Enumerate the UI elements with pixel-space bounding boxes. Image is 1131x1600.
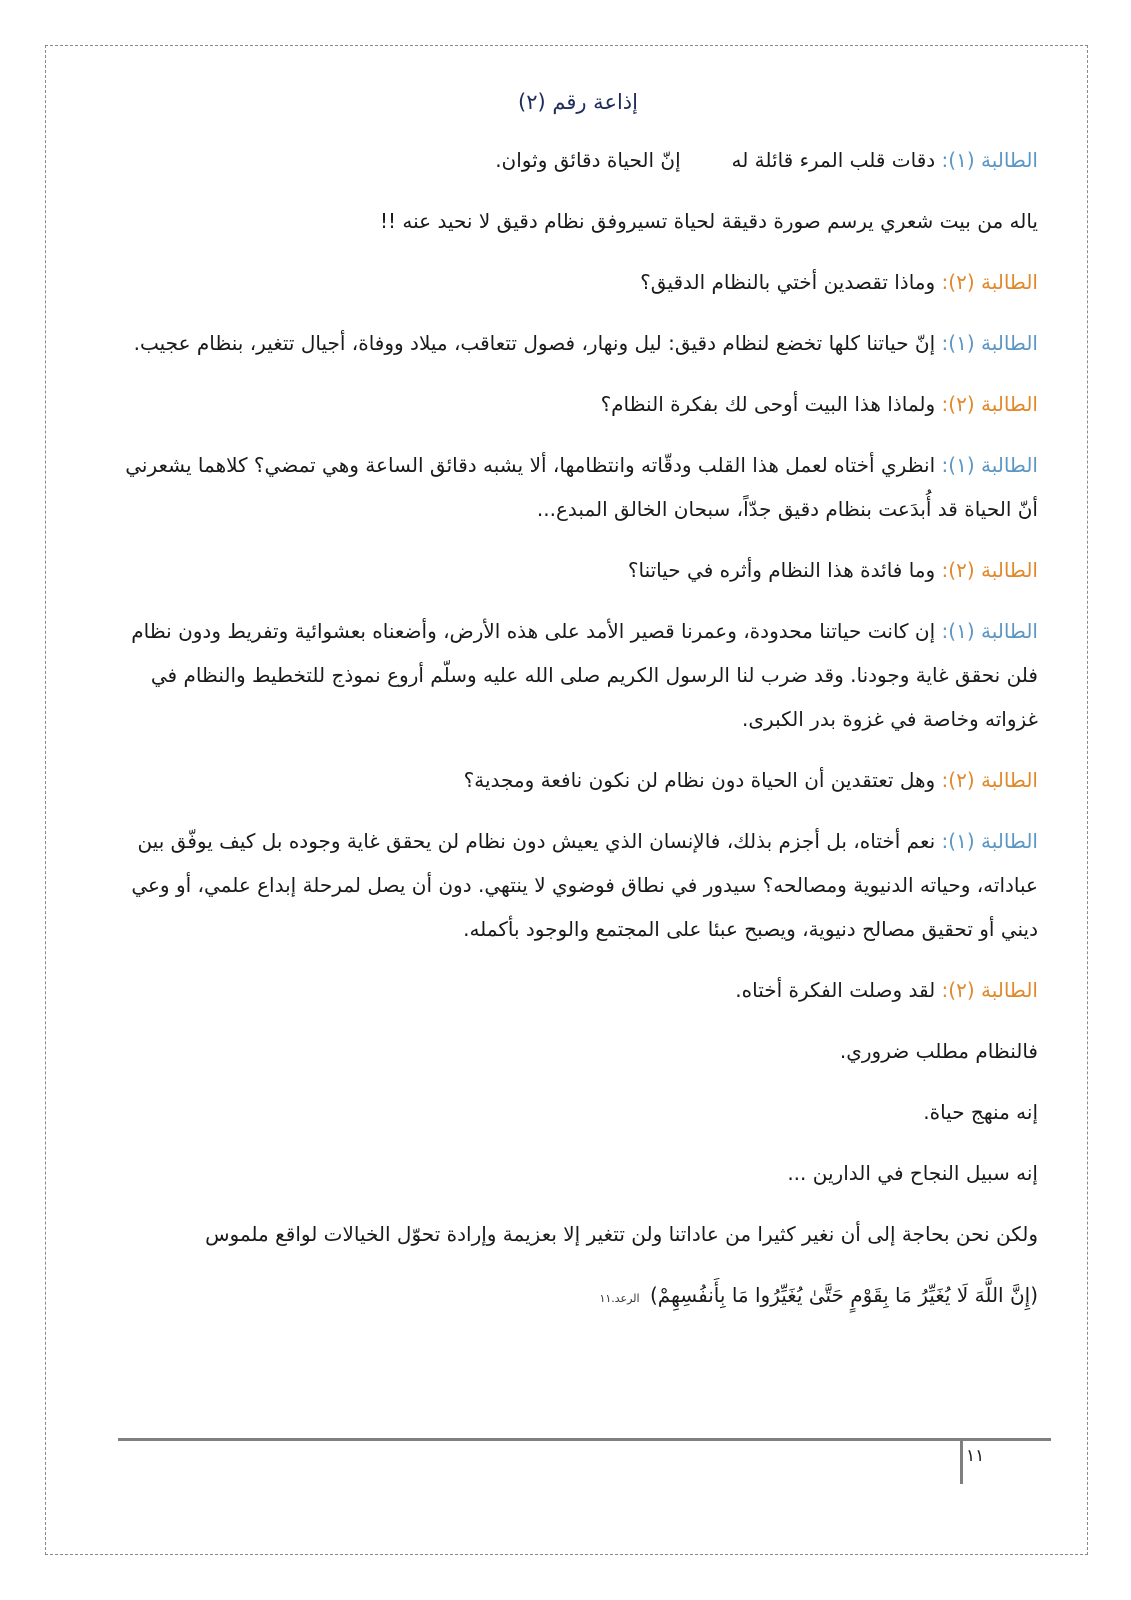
paragraph-text: إن كانت حياتنا محدودة، وعمرنا قصير الأمد على هذه الأرض، وأضعناه بعشوائية وتفريط ودون نظام فلن نحقق غاية وجودنا. وقد ضرب لنا الرسول الكريم صلى الله عليه وسلّم أروع نموذج للتخطيط والنظام في غزواته وخاصة في غزوة بدر الكبرى. xyxy=(124,619,1038,731)
paragraph-text: وهل تعتقدين أن الحياة دون نظام لن نكون نافعة ومجدية؟ xyxy=(463,768,942,792)
page-title: إذاعة رقم (٢) xyxy=(518,90,638,114)
speaker-label: الطالبة (١): xyxy=(941,453,1038,477)
paragraph-text: ولماذا هذا البيت أوحى لك بفكرة النظام؟ xyxy=(600,392,942,416)
paragraph xyxy=(118,260,1038,304)
footer-divider xyxy=(118,1438,1051,1441)
paragraph xyxy=(118,548,1038,592)
paragraph xyxy=(118,1151,1038,1195)
speaker-label: الطالبة (٢): xyxy=(941,392,1038,416)
paragraph-text: وماذا تقصدين أختي بالنظام الدقيق؟ xyxy=(640,270,942,294)
speaker-label: الطالبة (١): xyxy=(941,331,1038,355)
paragraph xyxy=(118,321,1038,365)
verse-text: (إِنَّ اللَّهَ لَا يُغَيِّرُ مَا بِقَوْمٍ حَتَّىٰ يُغَيِّرُوا مَا بِأَنفُسِهِمْ) xyxy=(649,1283,1038,1307)
paragraph-text: لقد وصلت الفكرة أختاه. xyxy=(735,978,942,1002)
paragraph xyxy=(118,609,1038,741)
paragraph xyxy=(118,138,1038,182)
paragraph-text: وما فائدة هذا النظام وأثره في حياتنا؟ xyxy=(627,558,942,582)
speaker-label: الطالبة (٢): xyxy=(941,558,1038,582)
paragraph xyxy=(118,382,1038,426)
speaker-label: الطالبة (١): xyxy=(941,829,1038,853)
paragraph-text: ياله من بيت شعري يرسم صورة دقيقة لحياة تسيروفق نظام دقيق لا نحيد عنه !! xyxy=(380,209,1038,233)
paragraph-text: ولكن نحن بحاجة إلى أن نغير كثيرا من عاداتنا ولن تتغير إلا بعزيمة وإرادة تحوّل الخيالات لواقع ملموس xyxy=(205,1222,1038,1246)
speaker-label: الطالبة (٢): xyxy=(941,978,1038,1002)
paragraph-text: دقات قلب المرء قائلة له إنّ الحياة دقائق وثوان. xyxy=(495,148,942,172)
page-number-divider xyxy=(960,1438,963,1484)
paragraph xyxy=(118,443,1038,531)
paragraph xyxy=(118,968,1038,1012)
paragraph xyxy=(118,1212,1038,1256)
paragraph xyxy=(118,758,1038,802)
verse-reference: الرعد.١١ xyxy=(599,1292,640,1305)
paragraph-text: إنه سبيل النجاح في الدارين ... xyxy=(787,1161,1038,1185)
paragraph-text: إنه منهج حياة. xyxy=(923,1100,1038,1124)
paragraph xyxy=(118,1029,1038,1073)
paragraph xyxy=(118,1090,1038,1134)
paragraph-list xyxy=(118,138,1038,1256)
speaker-label: الطالبة (٢): xyxy=(941,768,1038,792)
document-body xyxy=(118,80,1038,1321)
speaker-label: الطالبة (١): xyxy=(941,148,1038,172)
speaker-label: الطالبة (١): xyxy=(941,619,1038,643)
paragraph-text: فالنظام مطلب ضروري. xyxy=(839,1039,1038,1063)
page-number: ١١ xyxy=(966,1446,985,1466)
paragraph-text: نعم أختاه، بل أجزم بذلك، فالإنسان الذي يعيش دون نظام لن يحقق غاية وجوده بل كيف يوفّق بين عباداته، وحياته الدنيوية ومصالحه؟ سيدور في نطاق فوضوي لا ينتهي. دون أن يصل لمرحلة إبداع علمي، أو وعي ديني أو تحقيق مصالح دنيوية، ويصبح عبئا على المجتمع والوجود بأكمله. xyxy=(124,829,1038,941)
paragraph xyxy=(118,199,1038,243)
speaker-label: الطالبة (٢): xyxy=(941,270,1038,294)
paragraph-text: انظري أختاه لعمل هذا القلب ودقّاته وانتظامها، ألا يشبه دقائق الساعة وهي تمضي؟ كلاهما يشعرني أنّ الحياة قد أُبدَعت بنظام دقيق جدّاً، سبحان الخالق المبدع... xyxy=(118,453,1038,521)
paragraph xyxy=(118,819,1038,951)
quran-verse xyxy=(118,1273,1038,1321)
paragraph-text: إنّ حياتنا كلها تخضع لنظام دقيق: ليل ونهار، فصول تتعاقب، ميلاد ووفاة، أجيال تتغير، بنظام عجيب. xyxy=(133,331,942,355)
